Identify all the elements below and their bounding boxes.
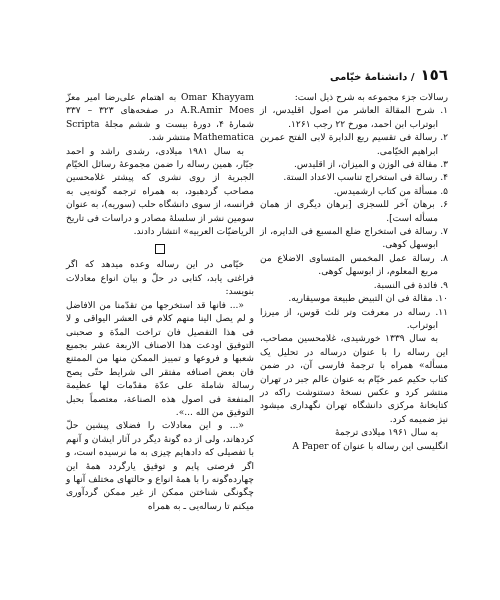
body-paragraph: به سال ۱۹۸۱ میلادی، رشدی راشد و احمد جبّار، همین رساله را ضمن مجموعهٔ رسائل الخیّام الجبریة از روی نشری که پیشتر غلامحسین مصاحب گردهبود، به همراه ترجمه گونه‌یی به فرانسه، از سوی دانشگاه حلب (سوریه)، به عنوان سومین نشر از سلسلهٔ مصادر و دراسات فی تاریخ الریاضیّات العربیه» انتشار دادند.	[66, 146, 254, 238]
body-line: انگلیسی این رساله با عنوان A Paper of	[292, 441, 448, 452]
body-line: به سال ۱۹۶۱ میلادی ترجمهٔ	[334, 428, 438, 439]
intro-text: رسالات جزء مجموعه به شرح ذیل است:	[294, 93, 448, 103]
running-title: / دانشنامهٔ خیّامی	[329, 72, 415, 83]
list-item-7: ۷. رسالة فی استخراج ضلع المسبع فی الدایره، از ابوسهل کوهی.	[260, 227, 448, 251]
list-item-4: ۴. رسالة فی استخراج تناسب الاعداد الستة.	[283, 173, 448, 184]
list-item-6: ۶. برهان آخر للسجزی [برهان دیگری از همان مسأله است].	[260, 200, 448, 224]
right-column	[260, 92, 448, 454]
list-item-10: ۱۰. مقالة فی ان التبیض طبیعة موسیقاریه.	[288, 294, 448, 305]
list-item-3: ۳. مقالة فی الوزن و المیزان، از اقلیدس.	[293, 160, 448, 171]
body-paragraph: به سال ۱۳۳۹ خورشیدی، غلامحسین مصاحب، این رساله را با عنوان درساله در تحلیل یک مسأله» همراه با ترجمهٔ فارسی آن، در ضمن کتاب حکیم عمر خیّام به عنوان عالم جبر در تهران منتشر کرد و عکس نسخهٔ دستنوشت راکه در کتابخانهٔ مرکزی دانشگاه تهران نگهداری میشود نیز ضمیمه کرد.	[260, 334, 448, 425]
list-item-9: ۹. فائدة فی النسبة.	[373, 280, 448, 291]
translation-paragraph: «... و این معادلات را فضلای پیشین حلّ کردهاند، ولی از ده گونهٔ دیگر در آثار ایشان و آنهم با تفصیلی که دادهایم چیزی به ما نرسیده است، و اگر فرصتی پایم و توفیق یارگردد همهٔ این چهارده‌گونه را با همهٔ انواع و حالتهای مختلف آنها و چگونگی شناختن ممکن از غیر ممکن گردآوری میکنم تا رساله‌یی ـ به همراه	[66, 421, 254, 512]
page-number: ١٥٦	[420, 66, 448, 84]
list-item-1: ۱. شرح المقالة العاشر من اصول اقلیدس، از ابوتراب ابن احمد، مورخ ۲۲ رجب ۱۲۶۱.	[260, 106, 448, 130]
list-item-11: ۱۱. رساله در معرفت وتر ثلث قوس، از میرزا ابوتراب.	[260, 307, 448, 331]
body-paragraph: خیّامی در این رساله وعده میدهد که اگر فراغتی یابد، کتابی در حلّ و بیان انواع معادلات بنویسد:	[66, 260, 254, 298]
left-column	[66, 92, 254, 514]
section-separator-square	[155, 244, 165, 254]
body-paragraph: Omar Khayyam به اهتمام علی‌رضا امیر معزّ A.R.Amir Moes در صفحه‌های ۳۲۳ – ۳۳۷ شمارهٔ ۴، دورهٔ بیست و ششم مجلهٔ Scripta Mathematica منتشر شد.	[66, 93, 254, 144]
quote-paragraph: «... فانها قد استخرجها من تقدّمنا من الافاضل و لم یصل الینا منهم کلام فی العشر الیواقی و لا فی هذا التفصیل فان تراخت المدّة و صحبنی التوفیق اودعت هذا الاصناف الاربعة عشر بجمیع شعبها و فروعها و تمییز الممکن منها من الممتنع فان بعض اصنافه مفتقر الی شرایط حتّی یصح رسالة شاملة علی عدّة مقدّمات لها عظیمة المنفعة فی اصول هذه الصناعة، معتصماً بحبل التوفیق من الله ...».	[66, 300, 254, 418]
list-item-2: ۲. رسالة فی تقسیم ربع الدایرة لابی الفتح عمربن ابراهیم الخیّامی.	[260, 133, 448, 157]
list-item-5: ۵. مسألة من کتاب ارشمیدس.	[333, 186, 448, 197]
page-header	[52, 66, 448, 84]
list-item-8: ۸. رسالة عمل المخمس المتساوی الاضلاع من مربع المعلوم، از ابوسهل کوهی.	[260, 253, 448, 278]
